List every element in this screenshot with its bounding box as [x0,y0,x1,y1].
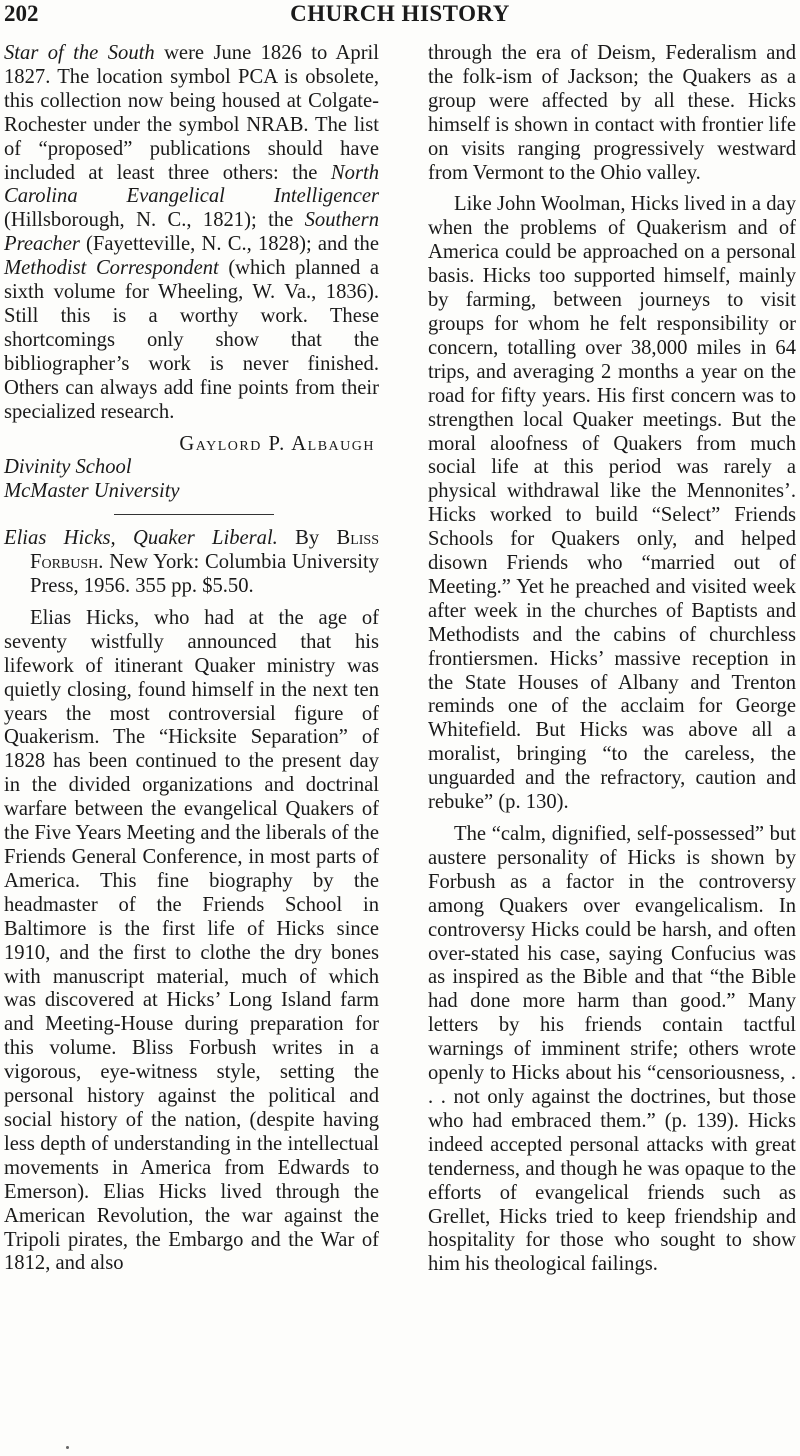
periodical-title: Methodist Correspondent [4,257,219,280]
periodical-title: Southern Preacher [4,209,379,256]
review-conclusion-paragraph [4,42,379,425]
text-run: (which planned a sixth volume for Wheeling, W. Va., 1836). Still this is a worthy work. These shortcomings only show that the bibliographer’s work is never finished. Others can always add fine points from their specialized research. [4,257,380,423]
reviewer-signature: Gaylord P. Albaugh [179,432,375,455]
section-divider [114,514,274,515]
review-paragraph-3: Like John Woolman, Hicks lived in a day when the problems of Quakerism and of America could be approached on a personal basis. Hicks too supported himself, mainly by farming, between journeys to visit groups for whom he felt responsibility or concern, totalling over 38,000 miles in 64 trips, and averaging 2 months a year on the road for fifty years. His first concern was to strengthen local Quaker meetings. But the moral aloofness of Quakers from much social life at this period was rarely a physical withdrawal like the Mennonites’. Hicks worked to build “Select” Friends Schools for Quakers only, and helped disown Friends who “married out of Meeting.” Yet he preached and visited week after week in the churches of Baptists and Methodists and the cabins of churchless frontiersmen. Hicks’ massive reception in the State Houses of Albany and Trenton reminds one of the acclaim for George Whitefield. But Hicks was above all a moralist, bringing “to the careless, the unguarded and the refractory, caution and rebuke” (p. 130). [428,193,796,814]
print-speck [66,1446,69,1449]
book-title: Elias Hicks, Quaker Liberal. [4,527,278,550]
text-run: (Fayetteville, N. C., 1828); and the [79,233,379,256]
book-author: Bliss Forbush [30,527,379,574]
text-run: (Hillsborough, N. C., 1821); the [4,209,305,232]
page-number: 202 [4,1,39,26]
book-citation: Elias Hicks, Quaker Liberal. By Bliss Forbush. New York: Columbia University Press, 1956. 355 pp. $5.50. [4,527,379,598]
reviewer-affiliation-line-1: Divinity School [4,456,132,479]
review-paragraph-1: Elias Hicks, who had at the age of seventy wistfully announced that his lifework of itinerant Quaker ministry was quietly closing, found himself in the next ten years the most controversial figure of Quakerism. The “Hicksite Separation” of 1828 has been continued to the present day in the divided organizations and doctrinal warfare between the evangelical Quakers of the Five Years Meeting and the liberals of the Friends General Conference, in most parts of America. This fine biography by the headmaster of the Friends School in Baltimore is the first life of Hicks since 1910, and the first to clothe the dry bones with manuscript material, much of which was discovered at Hicks’ Long Island farm and Meeting-House during preparation for this volume. Bliss Forbush writes in a vigorous, eye-witness style, setting the personal history against the political and social history of the nation, (despite having less depth of understanding in the intellectual movements in America from Edwards to Emerson). Elias Hicks lived through the American Revolution, the war against the Tripoli pirates, the Embargo and the War of 1812, and also [4,606,379,1275]
text-run: were June 1826 to April 1827. The location symbol PCA is obsolete, this collection now being housed at Colgate-Rochester under the symbol NRAB. The list of “proposed” publications should have included at least three others: the [4,42,379,184]
left-column [4,42,379,1276]
review-paragraph-2: through the era of Deism, Federalism and the folk-ism of Jackson; the Quakers as a group were affected by all these. Hicks himself is shown in contact with frontier life on visits ranging progressively westward from Vermont to the Ohio valley. [428,42,796,184]
reviewer-affiliation-line-2: McMaster University [4,480,180,503]
periodical-title: North Carolina Evangelical Intelligencer [4,161,379,208]
page-header [0,0,800,30]
right-column [428,42,796,1277]
running-head: CHURCH HISTORY [290,1,510,26]
periodical-title: Star of the South [4,42,155,64]
review-paragraph-4: The “calm, dignified, self-possessed” but austere personality of Hicks is shown by Forbush as a factor in the controversy among Quakers over evangelicalism. In controversy Hicks could be harsh, and often over-stated his case, saying Confucius was as inspired as the Bible and that “the Bible had done more harm than good.” Many letters by his friends contain tactful warnings of imminent strife; others wrote openly to Hicks about his “censoriousness, . . . not only against the doctrines, but those who had embraced them.” (p. 139). Hicks indeed accepted personal attacks with great tenderness, and though he was opaque to the efforts of evangelical friends such as Grellet, Hicks tried to keep friendship and hospitality for those who sought to show him his theological failings. [428,823,796,1276]
